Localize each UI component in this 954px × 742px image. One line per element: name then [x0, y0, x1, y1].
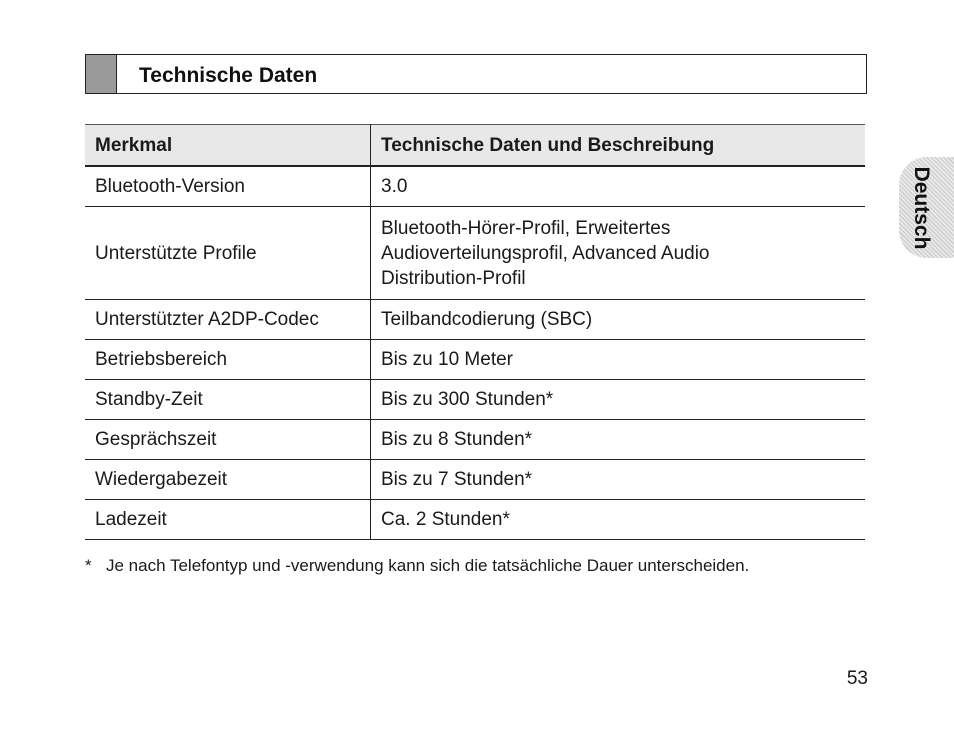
table-row	[85, 460, 865, 500]
table-row	[85, 207, 865, 300]
feature-cell: Ladezeit	[85, 500, 371, 540]
feature-cell: Standby-Zeit	[85, 380, 371, 420]
feature-cell: Wiedergabezeit	[85, 460, 371, 500]
feature-cell: Unterstützter A2DP-Codec	[85, 300, 371, 340]
page-number: 53	[846, 668, 868, 689]
table-row	[85, 500, 865, 540]
feature-cell: Betriebsbereich	[85, 340, 371, 380]
value-cell: Bis zu 8 Stunden*	[371, 420, 866, 460]
column-header-feature: Merkmal	[85, 125, 371, 167]
table-row	[85, 300, 865, 340]
value-cell: Teilbandcodierung (SBC)	[371, 300, 866, 340]
table-row	[85, 380, 865, 420]
table-row	[85, 166, 865, 207]
value-cell: Bis zu 10 Meter	[371, 340, 866, 380]
section-title: Technische Daten	[139, 64, 318, 87]
value-line: Bluetooth-Hörer-Profil, Erweitertes	[381, 217, 671, 239]
section-header-marker	[86, 55, 117, 93]
feature-cell: Bluetooth-Version	[85, 166, 371, 207]
footnote	[85, 556, 875, 576]
language-tab	[899, 157, 954, 258]
column-header-description: Technische Daten und Beschreibung	[371, 125, 866, 167]
table-row	[85, 340, 865, 380]
value-cell: Bis zu 300 Stunden*	[371, 380, 866, 420]
value-cell: Ca. 2 Stunden*	[371, 500, 866, 540]
footnote-text: Je nach Telefontyp und -verwendung kann sich die tatsächliche Dauer unterscheiden.	[106, 556, 750, 575]
footnote-marker: *	[85, 556, 92, 575]
feature-cell: Gesprächszeit	[85, 420, 371, 460]
language-tab-label: Deutsch	[910, 166, 933, 249]
feature-cell: Unterstützte Profile	[85, 207, 371, 300]
value-line: Audioverteilungsprofil, Advanced Audio	[381, 242, 710, 264]
table-header-row	[85, 125, 865, 167]
value-cell: 3.0	[371, 166, 866, 207]
value-line: Distribution-Profil	[381, 267, 526, 289]
value-cell: Bis zu 7 Stunden*	[371, 460, 866, 500]
value-cell	[371, 207, 866, 300]
specifications-table	[85, 124, 865, 540]
table-row	[85, 420, 865, 460]
section-header	[85, 54, 867, 94]
